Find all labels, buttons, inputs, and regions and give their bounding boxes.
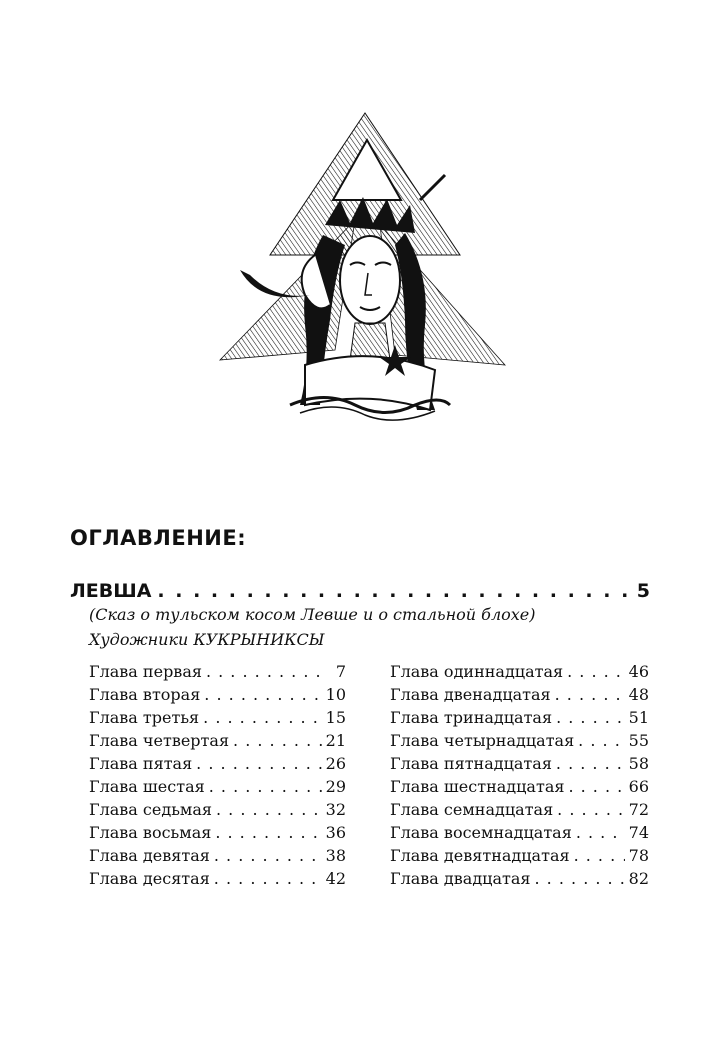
dot-leader — [206, 662, 324, 681]
chapter-page-number: 55 — [628, 731, 649, 750]
toc-chapter-entry[interactable] — [89, 823, 346, 846]
dot-leader — [196, 754, 321, 773]
chapter-title: Глава четырнадцатая — [390, 731, 575, 750]
chapter-title: Глава шестая — [89, 777, 205, 796]
toc-chapter-entry[interactable] — [89, 662, 346, 685]
dot-leader — [535, 869, 625, 888]
toc-chapter-entry[interactable] — [89, 777, 346, 800]
main-entry-subtitle: (Сказ о тульском косом Левше и о стальной блохе) — [89, 605, 536, 624]
dot-leader — [233, 731, 322, 750]
chapter-page-number: 10 — [325, 685, 346, 704]
dot-leader — [215, 823, 321, 842]
chapter-title: Глава одиннадцатая — [390, 662, 564, 681]
chapter-title: Глава тринадцатая — [390, 708, 553, 727]
toc-chapter-entry[interactable] — [390, 708, 649, 731]
toc-chapter-entry[interactable] — [89, 708, 346, 731]
toc-chapter-entry[interactable] — [89, 800, 346, 823]
chapter-title: Глава десятая — [89, 869, 210, 888]
chapter-title: Глава четвертая — [89, 731, 230, 750]
chapter-page-number: 29 — [325, 777, 346, 796]
dot-leader — [209, 777, 322, 796]
chapter-title: Глава седьмая — [89, 800, 212, 819]
chapter-title: Глава восьмая — [89, 823, 212, 842]
dot-leader — [576, 823, 625, 842]
main-entry-title: ЛЕВША — [70, 580, 152, 602]
toc-chapter-entry[interactable] — [390, 869, 649, 892]
dot-leader — [556, 708, 625, 727]
toc-chapter-entry[interactable] — [390, 823, 649, 846]
dot-leader — [574, 846, 625, 865]
chapter-list-left — [89, 662, 346, 892]
chapter-page-number: 15 — [325, 708, 346, 727]
dot-leader — [216, 800, 322, 819]
dot-leader — [157, 580, 630, 602]
toc-chapter-entry[interactable] — [89, 754, 346, 777]
dot-leader — [214, 869, 322, 888]
chapter-page-number: 7 — [335, 662, 346, 681]
chapter-page-number: 38 — [325, 846, 346, 865]
chapter-title: Глава двадцатая — [390, 869, 531, 888]
chapter-page-number: 74 — [628, 823, 649, 842]
dot-leader — [204, 685, 321, 704]
dot-leader — [578, 731, 624, 750]
main-entry-page: 5 — [636, 580, 650, 602]
chapter-page-number: 72 — [628, 800, 649, 819]
chapter-title: Глава двенадцатая — [390, 685, 551, 704]
toc-chapter-entry[interactable] — [89, 869, 346, 892]
chapter-page-number: 51 — [628, 708, 649, 727]
toc-chapter-entry[interactable] — [390, 846, 649, 869]
chapter-title: Глава пятнадцатая — [390, 754, 552, 773]
toc-chapter-entry[interactable] — [390, 800, 649, 823]
main-entry-artists: Художники КУКРЫНИКСЫ — [89, 630, 325, 649]
ink-illustration — [205, 105, 515, 435]
toc-chapter-entry[interactable] — [89, 846, 346, 869]
chapter-title: Глава девятнадцатая — [390, 846, 570, 865]
chapter-page-number: 58 — [628, 754, 649, 773]
chapter-page-number: 82 — [628, 869, 649, 888]
dot-leader — [214, 846, 322, 865]
toc-chapter-entry[interactable] — [89, 731, 346, 754]
chapter-list-right — [390, 662, 649, 892]
toc-chapter-entry[interactable] — [390, 685, 649, 708]
toc-main-entry[interactable] — [70, 580, 650, 602]
chapter-title: Глава девятая — [89, 846, 210, 865]
chapter-page-number: 26 — [325, 754, 346, 773]
toc-chapter-entry[interactable] — [390, 754, 649, 777]
chapter-title: Глава восемнадцатая — [390, 823, 572, 842]
chapter-title: Глава вторая — [89, 685, 201, 704]
dot-leader — [568, 777, 624, 796]
toc-chapter-entry[interactable] — [89, 685, 346, 708]
chapter-title: Глава семнадцатая — [390, 800, 554, 819]
toc-chapter-entry[interactable] — [390, 662, 649, 685]
chapter-title: Глава шестнадцатая — [390, 777, 565, 796]
chapter-page-number: 48 — [628, 685, 649, 704]
dot-leader — [557, 800, 624, 819]
dot-leader — [567, 662, 625, 681]
chapter-page-number: 42 — [325, 869, 346, 888]
chapter-title: Глава третья — [89, 708, 200, 727]
toc-chapter-entry[interactable] — [390, 777, 649, 800]
chapter-page-number: 78 — [628, 846, 649, 865]
dot-leader — [556, 754, 625, 773]
chapter-page-number: 32 — [325, 800, 346, 819]
chapter-title: Глава пятая — [89, 754, 193, 773]
dot-leader — [555, 685, 625, 704]
chapter-page-number: 21 — [325, 731, 346, 750]
chapter-page-number: 36 — [325, 823, 346, 842]
chapter-page-number: 66 — [628, 777, 649, 796]
toc-heading: ОГЛАВЛЕНИЕ: — [70, 526, 247, 550]
chapter-page-number: 46 — [628, 662, 649, 681]
toc-chapter-entry[interactable] — [390, 731, 649, 754]
chapter-title: Глава первая — [89, 662, 202, 681]
dot-leader — [203, 708, 321, 727]
